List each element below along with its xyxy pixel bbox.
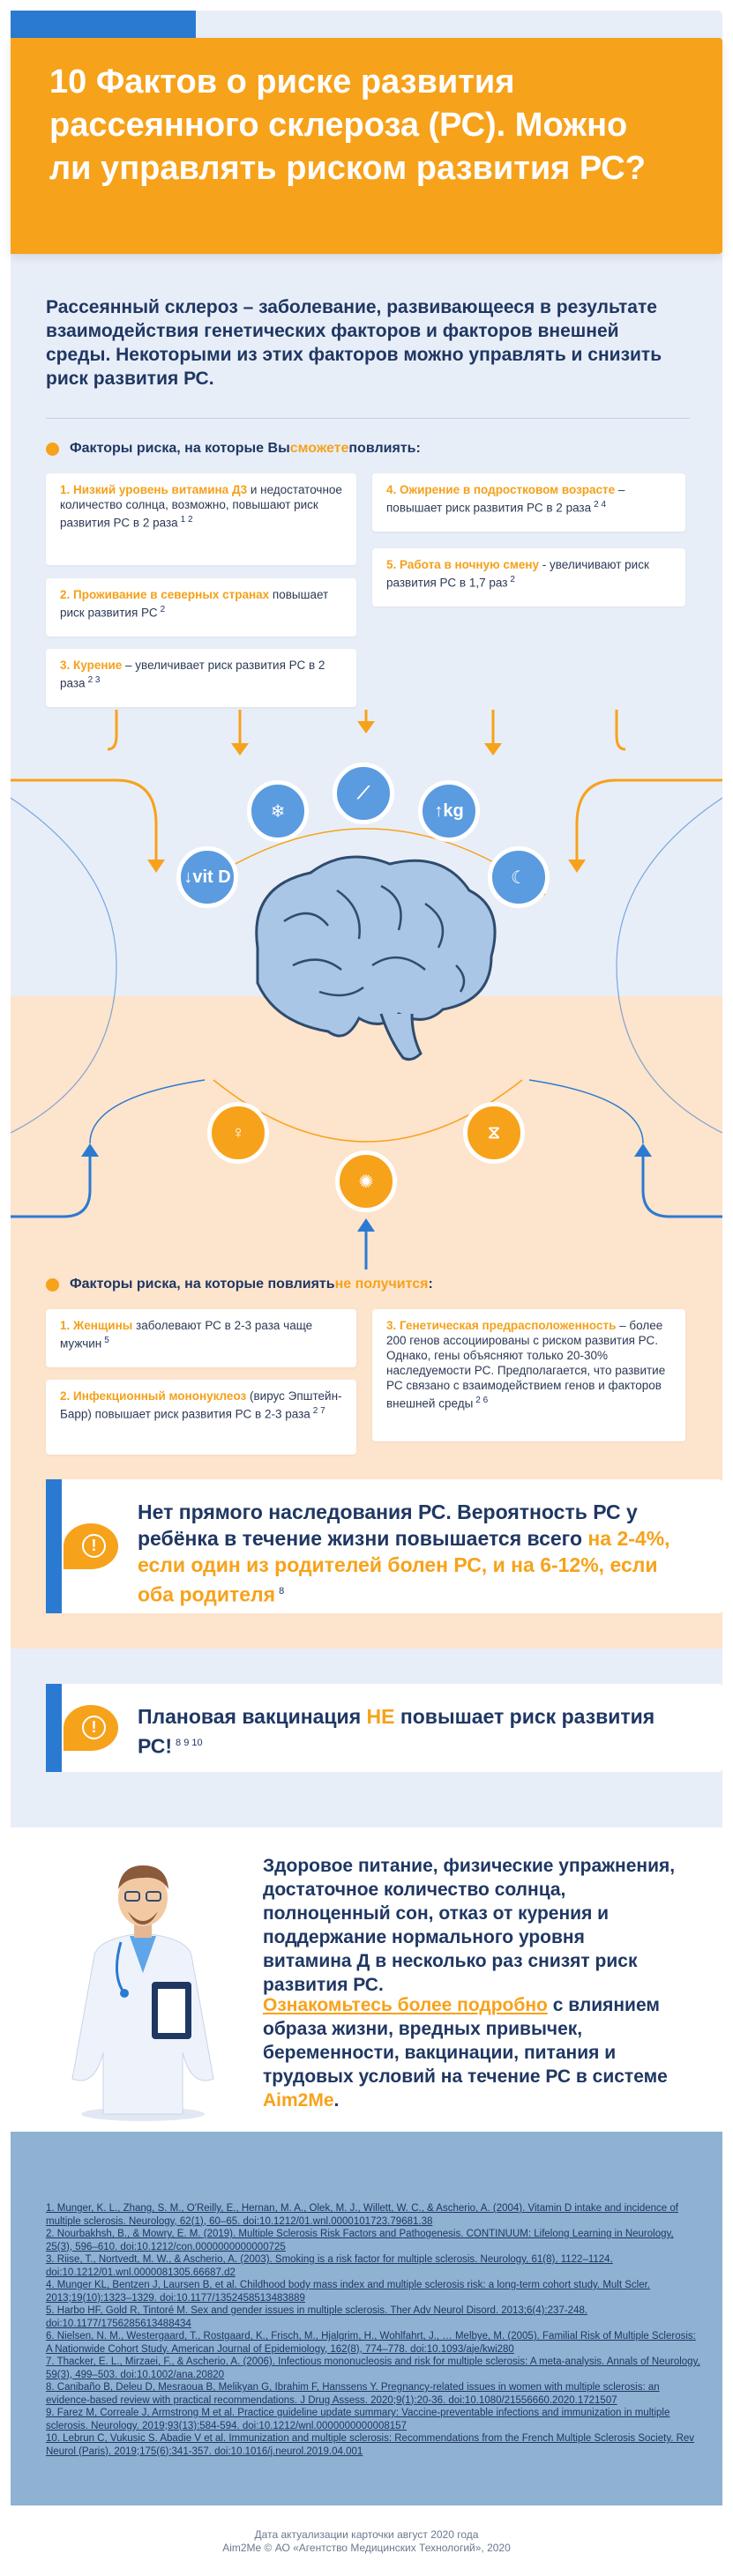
right-arc <box>617 798 722 1133</box>
reference-link[interactable]: 2 4 <box>594 500 607 510</box>
heredity-text: Нет прямого наследования РС. Вероятность РС у ребёнка в течение жизни повышается всего на 2-4%, если один из родителей болен РС, и на 6-12%, если оба родителя $^8$ <box>138 1500 670 1606</box>
vaccination-callout <box>46 1684 722 1772</box>
callout-accent-bar <box>46 1684 62 1772</box>
reference-item[interactable]: 7. Thacker, E. L., Mirzaei, F., & Ascherio, A. (2006). Infectious mononucleosis and risk for multiple sclerosis: A meta-analysis. Annals of Neurology, 59(3), 499–503. doi:10.1002/ana.20820 <box>46 2356 700 2380</box>
summary-text: Здоровое питание, физические упражнения, достаточное количество солнца, полноценный сон, отказ от курения и поддержание нормального уровня витамина Д в несколько раз снизят риск развития РС. <box>263 1856 676 1995</box>
arrowhead-center-right-icon <box>484 743 502 756</box>
doctor-illustration-icon <box>59 1850 227 2123</box>
dna-icon: ⧖ <box>463 1102 525 1164</box>
reference-item[interactable]: 1. Munger, K. L., Zhang, S. M., O'Reilly, E., Hernan, M. A., Olek, M. J., Willett, W. C., & Ascherio, A. (2004). Vitamin D intake and incidence of multiple sclerosis. Neurology, 62(1), 60–65. doi:10.1212/01.wnl.0000101723.79681.38 <box>46 2203 678 2227</box>
controllable-section-title: Факторы риска, на которые Вы сможете повлиять: <box>46 441 421 457</box>
reference-item[interactable]: 2. Nourbakhsh, B., & Mowry, E. M. (2019). Multiple Sclerosis Risk Factors and Pathogenesis. CONTINUUM: Lifelong Learning in Neurology, 25(3), 596–610. doi:10.1212/con.0000000000000725 <box>46 2229 674 2252</box>
arrowhead-bottom-left-icon <box>81 1143 99 1157</box>
female-icon: ♀ <box>207 1102 269 1164</box>
reference-link[interactable]: 2 6 <box>475 1396 489 1405</box>
reference-link[interactable]: 8 <box>279 1586 285 1597</box>
arrow-right-top <box>617 710 625 749</box>
reference-item[interactable]: 5. Harbo HF, Gold R, Tintoré M. Sex and gender issues in multiple sclerosis. Ther Adv Neurol Disord. 2013;6(4):237-248. doi:10.1177/1756285613488434 <box>46 2305 588 2329</box>
reference-link[interactable]: 5 <box>104 1336 109 1345</box>
uncontrollable-section-title: Факторы риска, на которые повлиять не получится : <box>46 1277 433 1292</box>
reference-link[interactable]: 2 <box>510 575 515 584</box>
fact-card-night-shift: 5. Работа в ночную смену - увеличивают риск развития РС в 1,7 раз $^2$ <box>372 548 685 607</box>
reference-item[interactable]: 6. Nielsen, N. M., Westergaard, T., Rostgaard, K., Frisch, M., Hjalgrim, H., Wohlfahrt, J., … Melbye, M. (2005). Familial Risk of Multiple Sclerosis: A Nationwide Cohort Study. American Journal of Epidemiology, 162(8), 774–778. doi:10.1093/aje/kwi280 <box>46 2331 696 2355</box>
arrowhead-right-icon <box>568 860 586 873</box>
bullet-dot-icon <box>46 443 59 456</box>
arrow-bottom-left <box>11 1155 90 1217</box>
learn-more-link[interactable]: Ознакомьтесь более подробно <box>263 1995 548 2015</box>
reference-item[interactable]: 8. Canibaño B, Deleu D, Mesraoua B, Melikyan G, Ibrahim F, Hanssens Y. Pregnancy-related issues in women with multiple sclerosis: an evidence-based review with practical recommendations. J Drug Assess. 2020;9(1):20-36. doi:10.1080/21556660.2020.1721507 <box>46 2382 660 2406</box>
arrow-right <box>577 780 722 861</box>
arrowhead-bottom-right-icon <box>634 1143 652 1157</box>
fact-card-smoking: 3. Курение – увеличивает риск развития РС в 2 раза $^{2 3}$ <box>46 649 356 707</box>
left-arc <box>11 798 116 1133</box>
night-shift-icon: ☾ <box>488 846 550 908</box>
arrowhead-center-icon <box>357 721 375 733</box>
divider <box>46 418 690 419</box>
header-banner <box>11 38 722 254</box>
weight-icon: ↑kg <box>418 780 480 842</box>
arrow-left-top <box>108 710 116 749</box>
footer-copyright: Aim2Me © АО «Агентство Медицинских Технологий», 2020 <box>222 2542 511 2554</box>
virus-icon: ✺ <box>335 1150 397 1212</box>
exclamation-icon: ! <box>64 1705 118 1751</box>
arrowhead-left-icon <box>147 860 165 873</box>
brain-icon <box>257 857 495 1060</box>
heredity-callout <box>46 1479 722 1613</box>
arrowhead-bottom-center-icon <box>357 1218 375 1232</box>
reference-item[interactable]: 9. Farez M, Correale J, Armstrong M et al. Practice guideline update summary: Vaccine-preventable infections and immunization in multiple sclerosis. Neurology. 2019;93(13):584-594. doi:10.1212/wnl.0000000000008157 <box>46 2408 670 2431</box>
page-title: 10 Фактов о риске развития рассеянного склероза (РС). Можно ли управлять риском развития РС? <box>49 63 646 187</box>
reference-item[interactable]: 3. Riise, T., Nortvedt, M. W., & Ascherio, A. (2003). Smoking is a risk factor for multiple sclerosis. Neurology, 61(8), 1122–1124. doi:10.1212/01.wnl.0000081305.66687.d2 <box>46 2254 613 2278</box>
fact-card-obesity: 4. Ожирение в подростковом возрасте – повышает риск развития РС в 2 раза $^{2 4}$ <box>372 473 685 532</box>
fact-card-north: 2. Проживание в северных странах повышает риск развития РС $^2$ <box>46 578 356 637</box>
arrowhead-center-left-icon <box>231 743 249 756</box>
fact-card-genetics: 3. Генетическая предрасположенность – более 200 генов ассоциированы с риском развития РС. Однако, гены объясняют только 20-30% наследуемости РС. Предполагается, что развитие РС связано с взаимодействием генов и факторов внешней среды $^{2 6}$ <box>372 1309 685 1441</box>
reference-item[interactable]: 4. Munger KL, Bentzen J, Laursen B, et al. Childhood body mass index and multiple sclerosis risk: a long-term cohort study. Mult Scler. 2013;19(10):1323–1329. doi:10.1177/1352458513483889 <box>46 2280 651 2304</box>
references-section <box>11 2132 722 2505</box>
summary-section <box>11 1828 722 2132</box>
vitamin-d-icon: ↓vit D <box>176 846 238 908</box>
arrow-left <box>11 780 156 861</box>
references-list <box>46 2202 700 2458</box>
reference-link[interactable]: 1 2 <box>180 515 193 525</box>
fact-card-mononucleosis: 2. Инфекционный мононуклеоз (вирус Эпштейн-Барр) повышает риск развития РС в 2-3 раза $^{2 7}$ <box>46 1380 356 1455</box>
bottom-blue-curves <box>90 1080 643 1143</box>
snowflake-icon: ❄ <box>247 780 309 842</box>
bullet-dot-icon <box>46 1278 59 1292</box>
reference-link[interactable]: 2 <box>160 605 166 614</box>
vaccination-text: Плановая вакцинация НЕ повышает риск развития РС! $^{8 9 10}$ <box>138 1705 655 1758</box>
intro-text: Рассеянный склероз – заболевание, развивающееся в результате взаимодействия генетических факторов и факторов внешней среды. Некоторыми из этих факторов можно управлять и снизить риск развития РС. <box>46 297 662 389</box>
reference-item[interactable]: 10. Lebrun C, Vukusic S. Abadie V et al. Immunization and multiple sclerosis: Recommendations from the French Multiple Sclerosis Society. Rev Neurol (Paris). 2019;175(6):341-357. doi:10.1016/j.neurol.2019.04.001 <box>46 2433 695 2457</box>
reference-link[interactable]: 2 3 <box>87 675 101 685</box>
cigarette-icon: ⟋ <box>333 763 394 824</box>
callout-accent-bar <box>46 1479 62 1613</box>
fact-card-women: 1. Женщины заболевают РС в 2-3 раза чаще мужчин $^5$ <box>46 1309 356 1367</box>
fact-card-vitamin-d: 1. Низкий уровень витамина Д3 и недостаточное количество солнца, возможно, повышают риск развития РС в 2 раза $^{1 2}$ <box>46 473 356 565</box>
reference-link[interactable]: 8 9 10 <box>176 1738 203 1748</box>
exclamation-icon: ! <box>64 1523 118 1569</box>
footer-date: Дата актуализации карточки август 2020 года <box>254 2528 479 2541</box>
arrow-bottom-right <box>643 1155 722 1217</box>
summary-link-text: Ознакомьтесь более подробно с влиянием образа жизни, вредных привычек, беременности, вакцинации, питания и трудовых условий на течение РС в системе Aim2Me. <box>263 1995 668 2111</box>
reference-link[interactable]: 2 7 <box>312 1406 325 1416</box>
